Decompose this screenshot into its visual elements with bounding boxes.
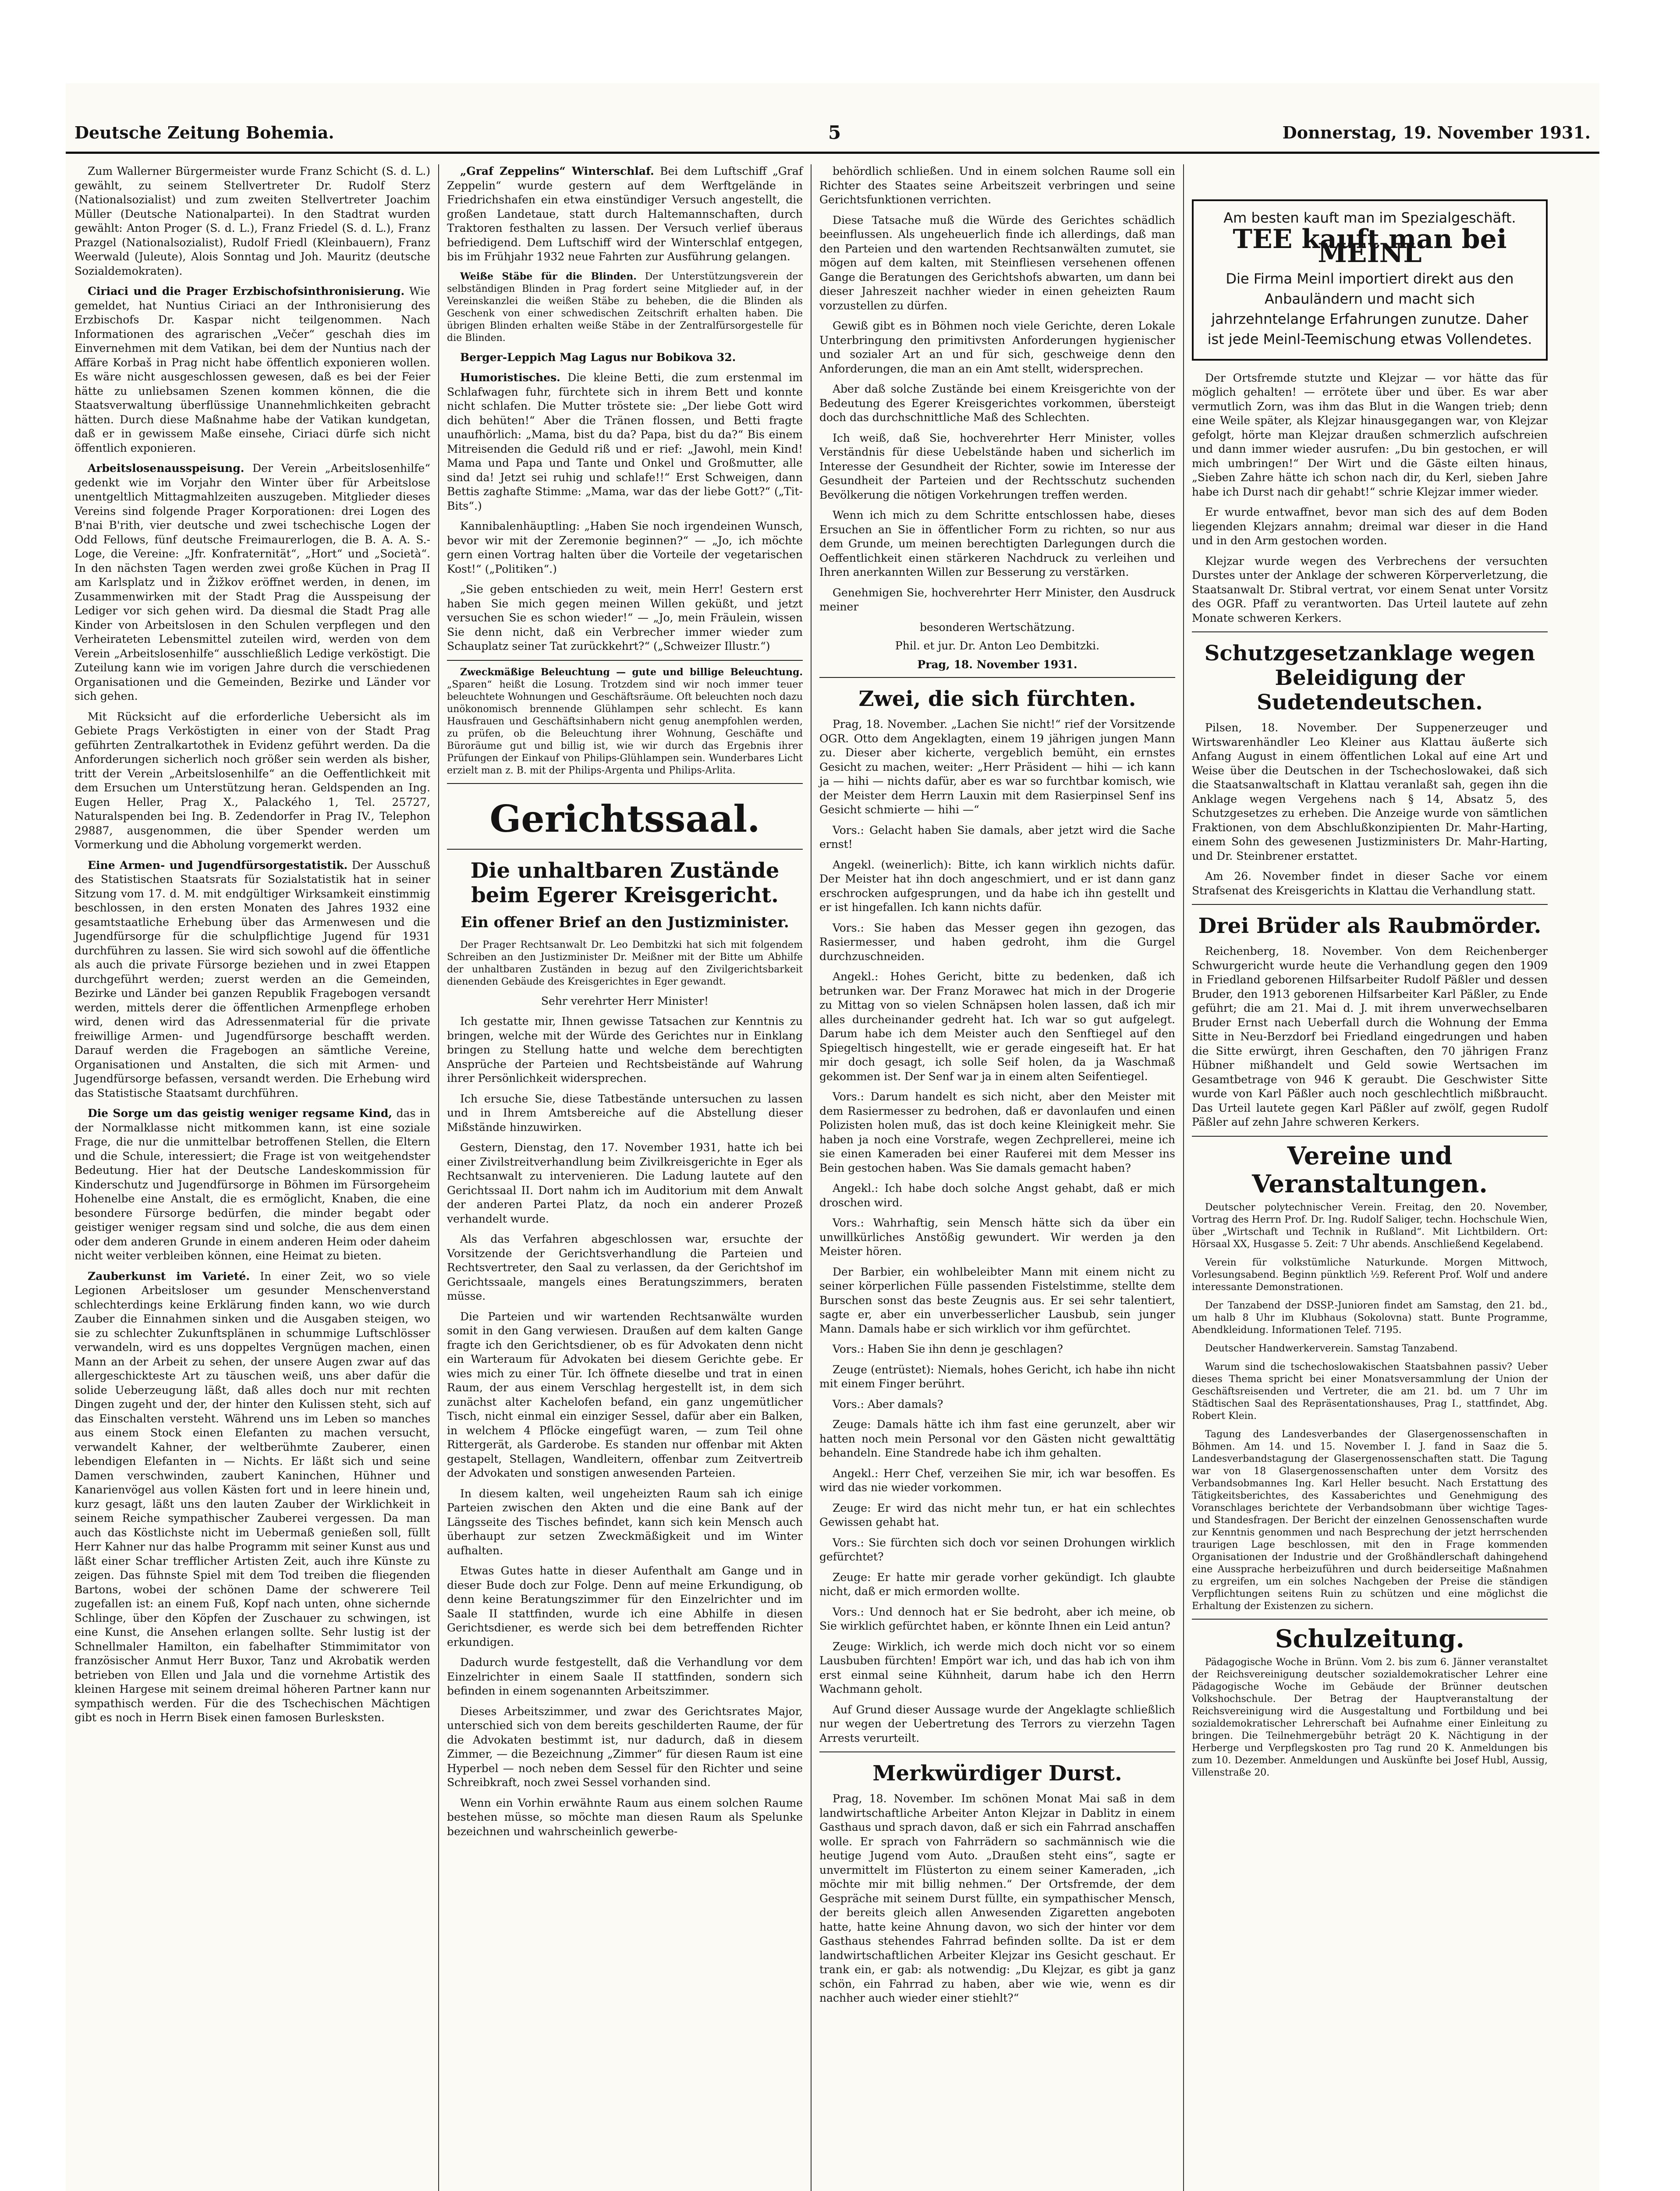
event-notice: Tagung des Landesverbandes der Glasergenossenschaften in Böhmen. Am 14. und 15. November I. J. fand in Saaz die 5. Landesverbandstagung der Glasergenossenschaften statt. Die Tagung war von 18 Glasergenossenschaften unter dem Vorsitz des Verbandsobmannes Ing. Karl Heller besucht. Nach Erstattung des Tätigkeitsberichtes, des Kassaberichtes und Genehmigung des Voranschlages berichtete der Verbandsobmann über wichtige Tages- und Standesfragen. Der Bericht der einzelnen Genossenschaften wurde zur Kenntnis genommen und nach Besprechung der jetzt herrschenden traurigen Lage beschlossen, mit den in Frage kommenden Organisationen der Industrie und der Großhändlerschaft dahingehend eine Aussprache herbeizuführen und durch beiderseitige Maßnahmen zu ergreifen, um ein solches Nachgeben der Preise die ständigen Verpflichtungen seitens Ruin zu schützen und eine möglichst die Erhaltung der Existenzen zu sichern. (1192, 1429, 1548, 1612)
event-notice: Deutscher polytechnischer Verein. Freitag, den 20. November, Vortrag des Herrn Prof. Dr. Ing. Rudolf Saliger, techn. Hochschule Wien, über „Wirtschaft und Technik in Rußland“. Mit Lichtbildern. Ort: Hörsaal XX, Husgasse 5. Zeit: 7 Uhr abends. Anschließend Kegelabend. (1192, 1202, 1548, 1250)
letter-signature: Phil. et jur. Dr. Anton Leo Dembitzki. (895, 639, 1100, 652)
event-notice: Deutscher Handwerkerverein. Samstag Tanzabend. (1205, 1343, 1458, 1354)
article-paragraph: Vors.: Und dennoch hat er Sie bedroht, aber ich meine, ob Sie wirklich gefürchtet haben, er könnte Ihnen ein Leid antun? (819, 1605, 1175, 1632)
newspaper-page (66, 83, 1599, 2191)
page-header (66, 114, 1599, 154)
article-paragraph: Wenn ich mich zu dem Schritte entschlossen habe, dieses Ersuchen an Sie in öffentlicher Form zu richten, so nur aus dem Grunde, um meinen berechtigten Darlegungen durch die Oeffentlichkeit einen stärkeren Nachdruck zu verleihen und Ihren anerkannten Willen zur Besserung zu verstärken. (819, 509, 1175, 578)
divider (447, 660, 803, 661)
ad-body: Die Firma Meinl importiert direkt aus den Anbauländern und macht sich jahrzehntelange Erfahrungen zunutze. Daher ist jede Meinl-Teemischung etwas Vollendetes. (1207, 270, 1532, 347)
article-paragraph: Etwas Gutes hatte in dieser Aufenthalt am Gange und in dieser Bude doch zur Folge. Denn auf meine Erkundigung, ob denn keine Beratungszimmer für den Einzelrichter und im Saale II stattfinden, wurde ich eine Abhilfe in diesen Gerichtsdiener, es werde sich bei dem betreffenden Richter erkundigen. (447, 1564, 803, 1649)
article-heading: Humoristisches. (460, 371, 560, 384)
article-paragraph: Zeuge: Damals hätte ich ihm fast eine gerunzelt, aber wir hatten noch mein Personal vor den Gästen nicht gewalttätig behandeln. Eine Standrede habe ich ihm gehalten. (819, 1418, 1175, 1459)
article-heading: Ciriaci und die Prager Erzbischofsinthronisierung. (88, 285, 405, 298)
article-heading: Eine Armen- und Jugendfürsorgestatistik. (88, 858, 348, 872)
column-1 (74, 164, 430, 1731)
article-paragraph: Er wurde entwaffnet, bevor man sich des auf dem Boden liegenden Klejzars annahm; dreimal war dieser in die Hand und in den Arm gestochen worden. (1192, 506, 1548, 547)
article-subtitle: Ein offener Brief an den Justizminister. (461, 913, 789, 931)
article-paragraph: Zeuge: Wirklich, ich werde mich doch nicht vor so einem Lausbuben fürchten! Empört war ich, und das hab ich von ihm erst einmal seine Kühnheit, darum habe ich den Herrn Wachmann geholt. (819, 1640, 1175, 1695)
article-paragraph: Vors.: Sie fürchten sich doch vor seinen Drohungen wirklich gefürchtet? (819, 1536, 1175, 1563)
article-text: „Sparen“ heißt die Losung. Trotzdem sind wir noch immer teuer beleuchtete Wohnungen und Geschäftsräume. Oft beleuchten noch dazu unökonomisch brennende Glühlampen sehr schlecht. Es kann Hausfrauen und Geschäftsinhabern nicht genug anempfohlen werden, zu prüfen, ob die Beleuchtung ihrer Wohnung, Geschäfte und Büroräume gut und billig ist, wie wir durch das Ergebnis ihrer Prüfungen der Einkauf von Philips-Glühlampen sein. Wunderbares Licht erzielt man z. B. mit der Philips-Argenta und Philips-Arlita. (447, 679, 803, 776)
divider (447, 783, 803, 784)
article-heading: Zauberkunst im Varieté. (88, 1269, 250, 1283)
article-paragraph: Der Ortsfremde stutzte und Klejzar — vor hätte das für möglich gehalten! — errötete über und über. Es war aber vermutlich Zorn, was ihm das Blut in die Wangen trieb; denn eine Weile später, als Klejzar hinausgegangen war, von Klejzar gefolgt, hörte man Klejzar draußen schmerzlich aufschreien und dann immer wieder ausrufen: „Du bin gestochen, er will mich umbringen!“ Der Wirt und die Gäste eilten hinaus, „Sieben Zahre hätte ich schon nach dir, du Kerl, sieben Jahre habe ich Durst nach dir gehabt!“ schrie Klejzar immer wieder. (1192, 371, 1548, 498)
page-number: 5 (828, 122, 841, 143)
column-rule (1183, 164, 1184, 2191)
article-text: Der Unterstützungsverein der selbständigen Blinden in Prag fordert seine Mitglieder auf, in der Vereinskanzlei die weißen Stäbe zu beheben, die die Blinden als Geschenk von einer schwedischen Zeitschrift erhalten haben. Die übrigen Blinden erhalten weiße Stäbe in der Zentralfürsorgestelle für die Blinden. (447, 271, 803, 344)
section-title-schulzeitung: Schulzeitung. (1275, 1624, 1464, 1653)
event-notice: Der Tanzabend der DSSP.-Junioren findet am Samstag, den 21. bd., um halb 8 Uhr im Klubhaus (Sokolovna) statt. Bunte Programme, Abendkleidung. Informationen Telef. 7195. (1192, 1300, 1548, 1336)
article-paragraph: Vors.: Darum handelt es sich nicht, aber den Meister mit dem Rasiermesser zu bedrohen, daß er davonlaufen und einen Polizisten holen muß, das ist doch keine Kleinigkeit mehr. Sie haben ja noch eine Vorstrafe, wegen Zechprellerei, meine ich sie einen Kameraden bei einer Rauferei mit dem Messer ins Bein gestochen haben. Was Sie damals gemacht haben? (819, 1090, 1175, 1174)
article-paragraph: Genehmigen Sie, hochverehrter Herr Minister, den Ausdruck meiner (819, 586, 1175, 613)
article-paragraph: Wenn ein Vorhin erwähnte Raum aus einem solchen Raume bestehen müsse, so möchte man diesen Raum als Spelunke bezeichnen und wahrscheinlich gewerbe- (447, 1796, 803, 1838)
column-rule (438, 164, 439, 2191)
article-text: das in der Normalklasse nicht mitkommen kann, ist eine soziale Frage, die nur die unmittelbar betroffenen Stellen, die Eltern und die Schule, interessiert; die Frage ist von weitgehendster Bedeutung. Hier hat der Deutsche Landeskommission für Kinderschutz und Jugendfürsorge in Böhmen im Fürsorgeheim Hohenelbe eine Anstalt, die es ermöglicht, Knaben, die eine besondere Fürsorge bedürfen, die minder begabt oder geistiger weniger regsam sind und solche, die aus dem einen oder dem anderen Grunde in einem anderen Heim oder daheim nicht weiter verbleiben können, eine Heimat zu bieten. (74, 1107, 431, 1262)
article-paragraph: Dadurch wurde festgestellt, daß die Verhandlung vor dem Einzelrichter in einem Saale II stattfinden, sondern sich befinden in einem sogenannten Arbeitszimmer. (447, 1656, 803, 1697)
article-paragraph: Ich gestatte mir, Ihnen gewisse Tatsachen zur Kenntnis zu bringen, welche mit der Würde des Gerichtes nur in Einklang bringen zu Stellung hatte und welche dem berechtigten Ansprüche der Parteien und Rechtsbeistände auf Wahrung ihrer Persönlichkeit widersprechen. (447, 1015, 803, 1085)
article-paragraph: Vors.: Wahrhaftig, sein Mensch hätte sich da über ein unwillkürliches Anstößig gewundert. Wir werden ja den Meister hören. (819, 1216, 1175, 1258)
article-paragraph: Kannibalenhäuptling: „Haben Sie noch irgendeinen Wunsch, bevor wir mit der Zeremonie beginnen?“ — „Jo, ich möchte gern einen Vortrag halten über die Vorteile der vegetarischen Kost!“ („Politiken“.) (447, 520, 803, 575)
article-paragraph: Zeuge: Er hatte mir gerade vorher gekündigt. Ich glaubte nicht, daß er mich ermorden wollte. (819, 1571, 1175, 1598)
ad-tagline: Am besten kauft man im Spezialgeschäft. (1223, 209, 1516, 226)
ad-headline: TEE kauft man bei MEINL (1233, 223, 1507, 269)
article-title: Drei Brüder als Raubmörder. (1198, 914, 1542, 938)
article-paragraph: Der Barbier, ein wohlbeleibter Mann mit einem nicht zu seiner körperlichen Fülle passenden Fistelstimme, stellte dem Burschen sonst das beste Zeugnis aus. Er sei sehr talentiert, sagte er, aber ein unverbesserlicher Lausbub, sein junger Mann. Damals habe er sich wirklich vor ihm gefürchtet. (819, 1265, 1175, 1335)
article-paragraph (447, 666, 803, 777)
article-paragraph: Die Parteien und wir wartenden Rechtsanwälte wurden somit in den Gang verwiesen. Draußen auf dem kalten Gange fragte ich den Gerichtsdiener, ob es für Advokaten denn nicht ein Warteraum für Advokaten bei diesem Gerichte gebe. Er wies mich zu einer Tür. Ich öffnete dieselbe und trat in einen Raum, der aus einem Verschlag hergestellt ist, in dem sich zunächst alter Kachelofen befand, ein ganz ungemütlicher Tisch, nicht einmal ein einziger Sessel, dafür aber ein Balken, in welchem 4 Pflöcke eingefügt waren, — zum Teil ohne Rittergerät, als Garderobe. Es standen nur offenbar mit Akten gestapelt, Stellagen, Wandleitern, offenbar zum Zeitvertreib der Advokaten und sonstigen anwesenden Parteien. (447, 1310, 803, 1479)
article-heading: Arbeitslosenausspeisung. (88, 462, 245, 475)
article-heading: „Graf Zeppelins“ Winterschlaf. (460, 165, 654, 177)
newspaper-name: Deutsche Zeitung Bohemia. (74, 123, 334, 142)
article-paragraph: Pilsen, 18. November. Der Suppenerzeuger und Wirtswarenhändler Leo Kleiner aus Klattau äußerte sich Anfang August in einem öffentlichen Lokal auf eine Art und Weise über die Deutschen in der Tschechoslowakei, daß sich die Staatsanwaltschaft in Klattau veranlaßt sah, gegen ihn die Anklage wegen Vergehens nach § 14, Absatz 5, des Schutzgesetzes zu erheben. Die Anzeige wurde von sämtlichen Fraktionen, von dem Abschlußkonzipienten Dr. Mahr-Harting, einem Sohn des gewesenen Justizministers Dr. Mahr-Harting, und Dr. Steinbrener erstattet. (1192, 721, 1548, 862)
article-paragraph: Dieses Arbeitszimmer, und zwar des Gerichtsrates Major, unterschied sich von dem bereits geschilderten Raume, der für die Advokaten bestimmt ist, nur dadurch, daß in diesem Zimmer, — die Bezeichnung „Zimmer“ für diesen Raum ist eine Hyperbel — noch neben dem Sessel für den Richter und seine Schreibkraft, noch zwei Sessel vorhanden sind. (447, 1705, 803, 1789)
column-2 (447, 164, 803, 1845)
article-text: In einer Zeit, wo so viele Legionen Arbeitsloser um gesunder Menschenverstand schlechterdings keine Erklärung finden kann, wo wie durch Zauber die Einnahmen sinken und die Ausgaben steigen, wo sie zu schlechter Zukunftsplänen in schummige Luftschlösser verwandeln, wird es uns doppeltes Vergnügen machen, einen Mann an der Arbeit zu sehen, der unsere Augen zwar auf das allergeschickteste Art zu täuschen weiß, uns aber dafür die solide Ueberzeugung läßt, daß alles doch nur mit rechten Dingen zugeht und der, der hinter den Kulissen steht, sich auf das Einschalten versteht. Während uns im Leben so manches aus einem Stock einen Elefanten zu machen versucht, verwandelt Kahner, der weltberühmte Zauberer, einen lebendigen Elefanten in — Nichts. Er läßt sich und seine Damen verschwinden, zaubert Kaninchen, Hühner und Kanarienvögel aus vollen Kästen fort und in leere hinein und, kurz gesagt, läßt uns den lauten Zauber der Wirklichkeit in seinem Reiche sympathischer Zauberei vergessen. Da man auch das Köstlichste nicht im Uebermaß genießen soll, füllt Herr Kahner nur das halbe Programm mit seiner Kunst aus und läßt einer Schar trefflicher Artisten Zeit, auch ihre Künste zu zeigen. Das fühnste Spiel mit dem Tod treiben die fliegenden Bartons, wobei der schönen Dame der schwerere Teil zugefallen ist: an einem Fuß, Kopf nach unten, ohne sichernde Schlinge, über den Köpfen der Zuschauer zu schwingen, ist eine Kunst, die Ansehen erlangen sollte. Sehr lustig ist der Schnellmaler Hamilton, ein fabelhafter Stimmimitator von französischer Anmut Herr Buxor, Tanz und Akrobatik werden betrieben von Ellen und Jala und die vornehme Artistik des kleinen Hargese mit seinem dreimal höheren Partner kann nur sympathisch werden. Für die des Tschechischen Mächtigen gibt es noch in Herrn Bisek einen famosen Burlesksten. (74, 1269, 430, 1724)
article-paragraph: Prag, 18. November. „Lachen Sie nicht!“ rief der Vorsitzende OGR. Otto dem Angeklagten, einem 19 jährigen jungen Mann zu. Dieser aber kicherte, vergeblich bemüht, ein ernstes Gesicht zu machen, weiter: „Herr Präsident — hihi — ich kann ja — hihi — nichts dafür, aber es war so furchtbar komisch, wie der Meister dem Herrn Lauxin mit dem Rasierpinsel Senf ins Gesicht schmierte — hihi —“ (819, 718, 1175, 816)
article-paragraph: Vors.: Sie haben das Messer gegen ihn gezogen, das Rasiermesser, und haben gedroht, ihm die Gurgel durchzuschneiden. (819, 921, 1175, 963)
article-paragraph: „Sie geben entschieden zu weit, mein Herr! Gestern erst haben Sie mich gegen meinen Willen geküßt, und jetzt versuchen Sie es schon wieder!“ — „Jo, mein Fräulein, wissen Sie denn nicht, daß ein Verbrecher immer wieder zum Schauplatz seiner Tat zurückkehrt?“ („Schweizer Illustr.“) (447, 583, 803, 652)
event-notice: Warum sind die tschechoslowakischen Staatsbahnen passiv? Ueber dieses Thema spricht bei einer Monatsversammlung der Union der Geschäftsreisenden und Vertreter, die am 21. bd. um 7 Uhr im Städtischen Saal des Repräsentationshauses, Prag I., stattfindet, Abg. Robert Klein. (1192, 1361, 1548, 1422)
article-paragraph: behördlich schließen. Und in einem solchen Raume soll ein Richter des Staates seine Arbeitszeit verbringen und seine Gerichtsfunktionen verrichten. (819, 165, 1175, 206)
article-paragraph: Angekl. (weinerlich): Bitte, ich kann wirklich nichts dafür. Der Meister hat ihn doch angeschmiert, und er ist dann ganz erschrocken aufgesprungen, und da habe ich ihn gestellt und er ist hingefallen. Ich kann nichts dafür. (819, 858, 1175, 914)
column-rule (811, 164, 812, 2191)
divider (1192, 904, 1548, 905)
article-paragraph (74, 858, 430, 1101)
letter-date: Prag, 18. November 1931. (917, 658, 1077, 671)
article-paragraph (74, 1269, 430, 1725)
article-text: Der Verein „Arbeitslosenhilfe“ gedenkt wie im Vorjahr den Winter über für Arbeitslose unentgeltlich Mittagmahlzeiten auszugeben. Mitglieder dieses Vereins sind folgende Prager Korporationen: drei Logen des B'nai B'rith, vier deutsche und zwei tschechische Logen der Odd Fellows, fünf deutsche Freimaurerlogen, die B. A. A. S.-Loge, die Vereine: „Jfr. Konfraternität“, „Hort“ und „Società“. In den nächsten Tagen werden zwei große Küchen in Prag II am Karlsplatz und in Žižkov eröffnet werden, in denen, im Zusammenwirken mit der Stadt Prag die Ausspeisung der Lediger vor sich gehen wird. Da diesmal die Stadt Prag alle Kinder von Arbeitslosen in den Schulen verpflegen und den Verheirateten Lebensmittel zuteilen wird, werden von dem Verein „Arbeitslosenhilfe“ ausschließlich Ledige verköstigt. Die Zuteilung kann wie im vorigen Jahre durch die verschiedenen Organisationen und die Gemeinden, Bezirke und Länder vor sich gehen. (74, 462, 430, 702)
article-paragraph (447, 164, 803, 264)
article-title: Zwei, die sich fürchten. (858, 687, 1136, 711)
article-text: Bei dem Luftschiff „Graf Zeppelin“ wurde gestern auf dem Werftgelände in Friedrichshafen ein etwa einstündiger Versuch angestellt, die großen Landetaue, statt durch Haltemannschaften, durch Traktoren festhalten zu lassen. Der Versuch verlief überaus befriedigend. Dem Luftschiff wird der Winterschlaf entgegen, bis im Frühjahr 1932 neue Fahrten zur Ausführung gelangen. (447, 165, 803, 263)
article-paragraph: Vors.: Aber damals? (833, 1397, 943, 1411)
article-paragraph: Klejzar wurde wegen des Verbrechens der versuchten Durstes unter der Anklage der schweren Körperverletzung, die Staatsanwalt Dr. Stibral vertrat, vor einem Senat unter Vorsitz des OGR. Pfaff zu verantworten. Das Urteil lautete auf zehn Monate schweren Kerkers. (1192, 554, 1548, 624)
article-paragraph (74, 1106, 430, 1263)
divider (1192, 1619, 1548, 1620)
article-text: Der Ausschuß des Statistischen Staatsrats für Sozialstatistik hat in seiner Sitzung vom 17. d. M. mit endgültiger Wirksamkeit einstimmig beschlossen, in den ersten Monaten des Jahres 1932 eine gesamtstaatliche Erhebung über das Armenwesen und die Jugendfürsorge für die schulpflichtige Jugend für 1931 durchführen zu lassen. Sie wird sich sowohl auf die öffentliche als auch die private Fürsorge beziehen und in zwei Etappen durchgeführt werden; zuerst werden an die Gemeinden, Bezirke und Länder bei ganzen Republik Fragebogen versandt werden, mittels derer die öffentlichen Armenpflege erhoben wird, denen wird das Adressenmaterial für die private freiwillige Armen- und Jugendfürsorge beschafft werden. Darauf werden die Fragebogen an sämtliche Vereine, Organisationen und Anstalten, die sich mit Armen- und Jugendfürsorge befassen, versandt werden. Die Erhebung wird das Statistische Staatsamt durchführen. (74, 858, 430, 1099)
divider (1192, 1136, 1548, 1137)
meinl-tea-advertisement (1192, 199, 1548, 361)
article-paragraph: Gestern, Dienstag, den 17. November 1931, hatte ich bei einer Zivilstreitverhandlung beim Zivilkreisgerichte in Eger als Rechtsanwalt zu intervenieren. Die Ladung lautete auf den Gerichtssaal II. Dort nahm ich im Auditorium mit dem Anwalt der anderen Partei Platz, da noch ein anderer Prozeß verhandelt wurde. (447, 1141, 803, 1225)
article-heading: Die Sorge um das geistig weniger regsame Kind, (88, 1107, 393, 1120)
article-text: Die kleine Betti, die zum erstenmal im Schlafwagen fuhr, fürchtete sich in ihrem Bett und konnte nicht schlafen. Die Mutter tröstete sie: „Der liebe Gott wird dich behüten!“ Aber die Tränen flossen, und Betti fragte unaufhörlich: „Mama, bist du da? Papa, bist du da?“ Bis einem Mitreisenden die Geduld riß und er rief: „Jawohl, mein Kind! Mama und Papa und Tante und Onkel und Großmutter, alle sind da! Jetzt sei ruhig und schlafe!!“ Erst Schweigen, dann Bettis zaghafte Stimme: „Mama, war das der liebe Gott?“ („Tit-Bits“.) (447, 371, 803, 512)
notice-line: Berger-Leppich Mag Lagus nur Bobikova 32. (460, 351, 736, 364)
article-title: Schutzgesetzanklage wegen Beleidigung der Sudetendeutschen. (1204, 641, 1535, 715)
article-paragraph: Vors.: Haben Sie ihn denn je geschlagen? (833, 1343, 1063, 1355)
letter-closing: besonderen Wertschätzung. (919, 620, 1075, 634)
article-paragraph: Zum Wallerner Bürgermeister wurde Franz Schicht (S. d. L.) gewählt, zu seinem Stellvertreter Dr. Rudolf Sterz (Nationalsozialist) und zum zweiten Stellvertreter Joachim Müller (Deutsche Nationalpartei). In den Stadtrat wurden gewählt: Anton Proger (S. d. L.), Franz Friedel (S. d. L.), Franz Prazgel (Nationalsozialist), Rudolf Friedl (Kleinbauern), Franz Weerwald (Juleute), Alois Sonntag und Joh. Mauritz (deutsche Sozialdemokraten). (74, 165, 430, 277)
article-paragraph: Zeuge (entrüstet): Niemals, hohes Gericht, ich habe ihn nicht mit einem Finger berührt. (819, 1363, 1175, 1390)
article-paragraph: Aber daß solche Zustände bei einem Kreisgerichte von der Bedeutung des Egerer Kreisgerichtes vorkommen, übersteigt doch das durchschnittliche Maß des Schlechten. (819, 383, 1175, 424)
article-paragraph: Auf Grund dieser Aussage wurde der Angeklagte schließlich nur wegen der Uebertretung des Terrors zu vierzehn Tagen Arrests verurteilt. (819, 1703, 1175, 1744)
section-title-vereine: Vereine und Veranstaltungen. (1252, 1141, 1488, 1198)
article-paragraph (447, 270, 803, 344)
article-paragraph (74, 461, 430, 704)
article-title: Merkwürdiger Durst. (872, 1761, 1122, 1786)
divider (819, 677, 1175, 678)
article-paragraph: Reichenberg, 18. November. Von dem Reichenberger Schwurgericht wurde heute die Verhandlung gegen den 1909 in Friedland geborenen Hilfsarbeiter Rudolf Päßler und dessen Bruder, den 1913 geborenen Hilfsarbeiter Karl Päßler, zu Ende geführt; die am 21. Mai d. J. mit ihrem unverwechselbaren Bruder Ernst nach Ueberfall durch die Wohnung der Emma Sitte in Neu-Berzdorf bei Friedland eingedrungen und haben die Sitte erwürgt, ihren Geschaften, den 70 jährigen Franz Hübner mißhandelt und Geld sowie Wertsachen im Gesamtbetrage von 946 K geraubt. Die Geschwister Sitte wurde von Karl Päßler auch noch geschlechtlich mißbraucht. Das Urteil lautete gegen Karl Päßler auf zwölf, gegen Rudolf Päßler auf zehn Jahre schweren Kerkers. (1192, 945, 1548, 1128)
issue-date: Donnerstag, 19. November 1931. (1282, 123, 1591, 142)
article-paragraph: Mit Rücksicht auf die erforderliche Uebersicht als im Gebiete Prags Verköstigten in einer von der Stadt Prag geführten Zentralkartothek in Evidenz geführt werden. Da die Anforderungen sicherlich noch größer sein werden als bisher, tritt der Verein „Arbeitslosenhilfe“ an die Oeffentlichkeit mit dem Ersuchen um Unterstützung heran. Geldspenden an Ing. Eugen Heller, Prag X., Palackého 1, Tel. 25727, Naturalspenden bei Ing. B. Zedendorfer in Prag IV., Telephon 29887, ausgenommen, die über Spender werden um Vormerkung und die Abholung vorgemerkt werden. (74, 710, 430, 851)
article-paragraph: In diesem kalten, weil ungeheizten Raum sah ich einige Parteien zwischen den Akten und die eine Bank auf der Längsseite des Tisches befindet, kann sich kein Mensch auch überhaupt zur setzen Zweckmäßigkeit und im Winter aufhalten. (447, 1487, 803, 1557)
article-paragraph: Angekl.: Hohes Gericht, bitte zu bedenken, daß ich betrunken war. Der Franz Morawec hat mich in der Drogerie zu Mittag von so vielen Schnäpsen holen lassen, daß ich mir alles durcheinander gedreht hat. Ich war so gut aufgelegt. Darum habe ich dem Meister auch den Senftiegel auf den Spiegeltisch hingestellt, wie er gerade eingeseift hat. Er hat mir doch gesagt, ich solle Seif holen, da ja Waschmaß gekommen ist. Der Senf war ja in einem alten Seifentiegel. (819, 970, 1175, 1083)
article-paragraph: Prag, 18. November. Im schönen Monat Mai saß in dem landwirtschaftliche Arbeiter Anton Klejzar in Dablitz in einem Gasthaus und sprach davon, daß er sich ein Fahrrad anschaffen wolle. Er sprach von Fahrrädern so sachmännisch wie die heutige Jugend vom Auto. „Draußen steht eins“, sagte er unvermittelt im Flüsterton zu einem seiner Kameraden, „ich möchte mir mit billig nehmen.“ Der Ortsfremde, der dem Gespräche mit seinem Durst füllte, ein sympathischer Mensch, der bereits gleich allen Anwesenden Zigaretten angeboten hatte, hatte keine Ahnung davon, wo sich der hinter vor dem Gasthaus stehendes Fahrrad befinden sollte. Da ist er dem landwirtschaftlichen Arbeiter Klejzar ins Gesicht geschaut. Er trank ein, er gab: als notwendig: „Du Klejzar, es gibt ja ganz schön, ein Fahrrad zu haben, aber wie wie, wenn es dir nachher auch wieder einer stiehlt?“ (819, 1792, 1175, 2004)
article-paragraph: Vors.: Gelacht haben Sie damals, aber jetzt wird die Sache ernst! (819, 823, 1175, 851)
section-title-gerichtssaal: Gerichtssaal. (489, 797, 760, 840)
column-3 (819, 164, 1175, 2012)
article-paragraph: Ich weiß, daß Sie, hochverehrter Herr Minister, volles Verständnis für diese Uebelstände haben und sicherlich im Interesse der Gesundheit der Richter, sowie im Interesse der Gesundheit der Parteien und der Rechtsschutz suchenden Bevölkerung die nötigen Vorkehrungen treffen werden. (819, 431, 1175, 501)
article-title: Die unhaltbaren Zustände beim Egerer Kreisgericht. (470, 858, 780, 908)
article-paragraph: Am 26. November findet in dieser Sache vor einem Strafsenat des Kreisgerichts in Klattau die Verhandlung statt. (1192, 870, 1548, 897)
article-text: Wie gemeldet, hat Nuntius Ciriaci an der Inthronisierung des Erzbischofs Dr. Kaspar nicht teilgenommen. Nach Informationen des agrarischen „Večer“ geschah dies im Einvernehmen mit dem Vatikan, bei dem der Nuntius nach der Affäre Korbaš in Prag nicht habe öffentlich exponieren wollen. Es wäre nicht ausgeschlossen gewesen, daß es bei der Feier hätte zu unliebsamen Szenen kommen können, die die Staatsverwaltung überflüssige Unannehmlichkeiten gebracht hätten. Durch diese Maßnahme habe der Vatikan kundgetan, daß er in gewissem Maße einsehe, Ciriaci dürfe sich nicht öffentlich exponieren. (74, 285, 431, 454)
article-paragraph: Angekl.: Herr Chef, verzeihen Sie mir, ich war besoffen. Es wird das nie wieder vorkommen. (819, 1467, 1175, 1494)
letter-salutation: Sehr verehrter Herr Minister! (541, 994, 709, 1007)
column-4 (1192, 199, 1548, 1785)
article-paragraph: Zeuge: Er wird das nicht mehr tun, er hat ein schlechtes Gewissen gehabt hat. (819, 1501, 1175, 1528)
article-paragraph: Angekl.: Ich habe doch solche Angst gehabt, daß er mich droschen wird. (819, 1182, 1175, 1209)
article-paragraph: Ich ersuche Sie, diese Tatbestände untersuchen zu lassen und in Ihrem Amtsbereiche auf die Abstellung dieser Mißstände hinzuwirken. (447, 1092, 803, 1134)
article-paragraph: Pädagogische Woche in Brünn. Vom 2. bis zum 6. Jänner veranstaltet der Reichsvereinigung deutscher sozialdemokratischer Lehrer eine Pädagogische Woche im Gebäude der Brünner deutschen Volkshochschule. Der Betrag der Hauptveranstaltung der Reichsvereinigung wird die Ausgestaltung und Fortbildung und bei sozialdemokratischer Lehrerschaft bei Aufnahme einer Einleitung zu bringen. Die Teilnehmergebühr beträgt 20 K. Nächtigung in der Herberge und Verpflegskosten pro Tag rund 20 K. Anmeldungen bis zum 10. Dezember. Anmeldungen und Auskünfte bei Josef Hubl, Aussig, Villenstraße 20. (1192, 1656, 1548, 1778)
divider (1192, 631, 1548, 632)
article-heading: Weiße Stäbe für die Blinden. (460, 270, 637, 282)
article-paragraph: Gewiß gibt es in Böhmen noch viele Gerichte, deren Lokale Unterbringung den primitivsten Anforderungen hygienischer und sozialer Art an und für sich, geschweige denn den Anforderungen, die man an ein Amt stellt, widersprechen. (819, 319, 1175, 375)
article-paragraph: Diese Tatsache muß die Würde des Gerichtes schädlich beeinflussen. Als ungeheuerlich finde ich allerdings, daß man den Parteien und den wartenden Rechtsanwälten zumutet, sie mögen auf dem kalten, mit Steinfliesen versehenen offenen Gange die Beratungen des Gerichtshofs abwarten, um dann bei dieser Jahreszeit nachher wieder in einen geheizten Raum vorzustellen zu dürfen. (819, 213, 1175, 312)
article-paragraph (74, 284, 430, 455)
article-paragraph (447, 371, 803, 513)
article-intro: Der Prager Rechtsanwalt Dr. Leo Dembitzki hat sich mit folgendem Schreiben an den Justizminister Dr. Meißner mit der Bitte um Abhilfe der unhaltbaren Zuständen in bezug auf den Zivilgerichtsbarkeit dienenden Gebäude des Kreisgerichtes in Eger gewandt. (447, 939, 803, 987)
event-notice: Verein für volkstümliche Naturkunde. Morgen Mittwoch, Vorlesungsabend. Beginn pünktlich ½9. Referent Prof. Wolf und andere interessante Demonstrationen. (1192, 1257, 1548, 1293)
article-heading: Zweckmäßige Beleuchtung — gute und billige Beleuchtung. (460, 666, 803, 678)
divider (447, 849, 803, 850)
divider (819, 1751, 1175, 1752)
article-paragraph: Als das Verfahren abgeschlossen war, ersuchte der Vorsitzende der Gerichtsverhandlung die Parteien und Rechtsvertreter, den Saal zu verlassen, da der Gerichtshof im Gerichtssaale, mangels eines Beratungszimmers, beraten müsse. (447, 1233, 803, 1302)
